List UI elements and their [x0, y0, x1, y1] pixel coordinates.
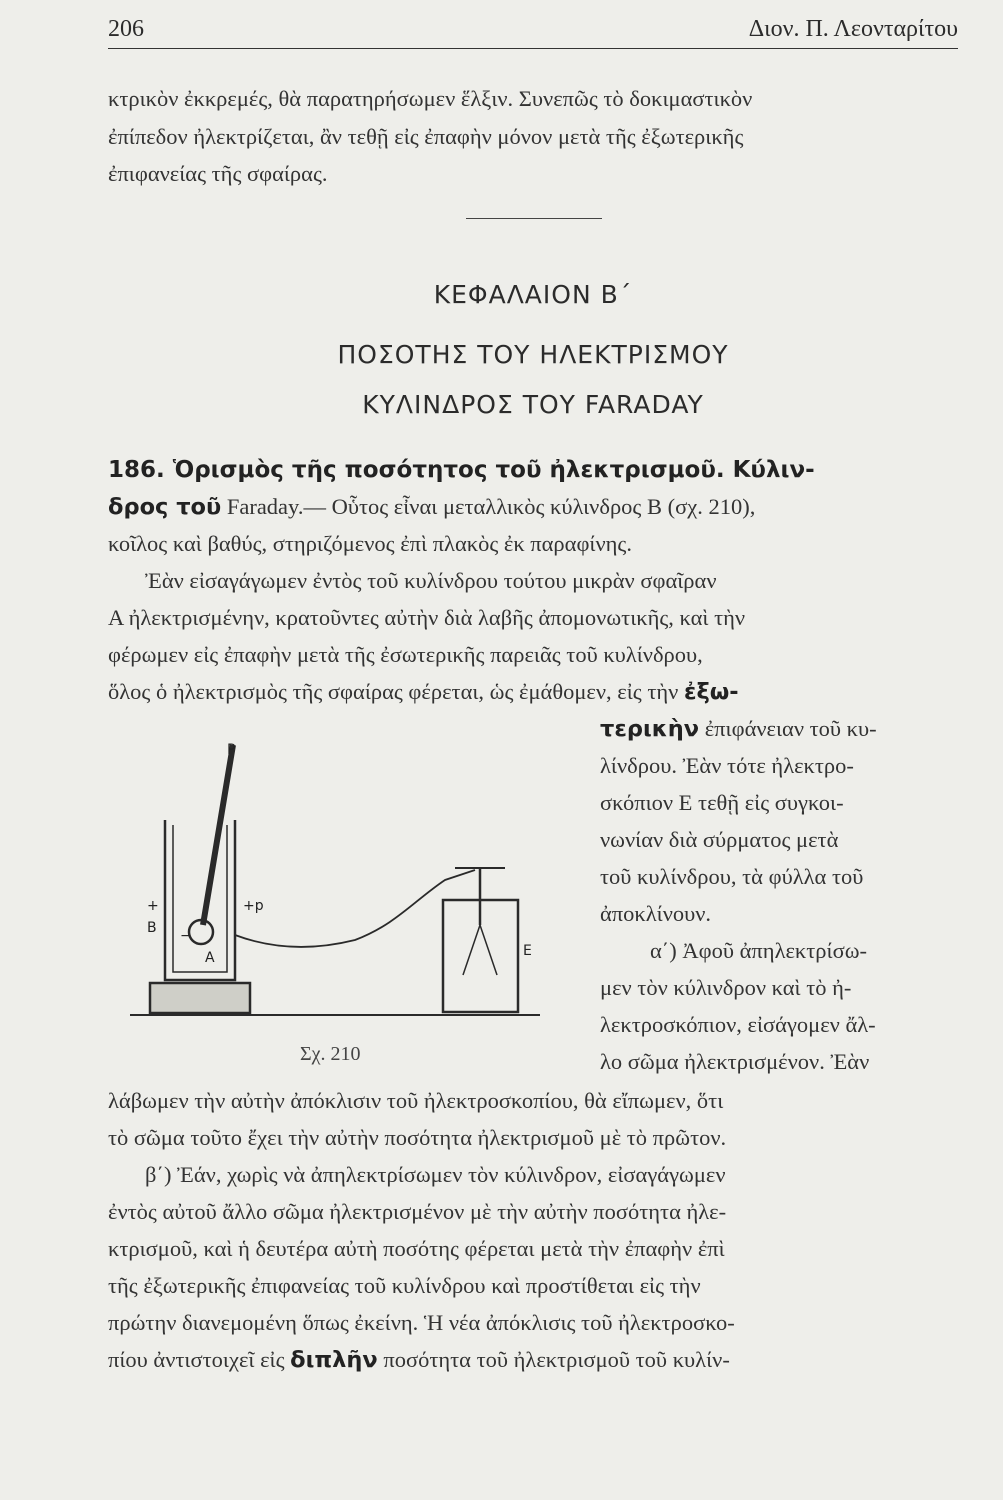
tail-line-3: β΄) Ἐάν, χωρὶς νὰ ἀπηλεκτρίσωμεν τὸν κύλινδρον, εἰσαγάγωμεν — [145, 1162, 726, 1187]
side-line-2: σκόπιον Ε τεθῇ εἰς συγκοι- — [600, 790, 844, 815]
chapter-label: ΚΕΦΑΛΑΙΟΝ Β΄ — [433, 280, 633, 309]
side-line-5: ἀποκλίνουν. — [600, 901, 712, 926]
section-heading-2 — [108, 492, 958, 522]
section-line-4: Ἐὰν εἰσαγάγωμεν ἐντὸς τοῦ κυλίνδρου τούτου μικρὰν σφαῖραν — [145, 568, 717, 593]
electroscope-leaf-right — [480, 925, 497, 975]
label-e: E — [523, 943, 532, 959]
intro-line-2: ἐπίπεδον ἠλεκτρίζεται, ἂν τεθῇ εἰς ἐπαφὴν μόνον μετὰ τῆς ἐξωτερικῆς — [108, 124, 744, 149]
label-minus: − — [180, 928, 192, 944]
side-para-a-2: μεν τὸν κύλινδρον καὶ τὸ ἠ- — [600, 975, 852, 1000]
chapter-title-2: ΚΥΛΙΝΔΡΟΣ ΤΟΥ FARADAY — [362, 390, 704, 419]
section-heading-1: 186. Ὁρισμὸς τῆς ποσότητος τοῦ ἠλεκτρισμοῦ. Κύλιν- — [108, 457, 815, 483]
insulating-handle — [203, 745, 233, 925]
last-line-bold: διπλῆν — [290, 1347, 378, 1373]
section-heading-2-rest: Faraday.— Οὗτος εἶναι μεταλλικὸς κύλινδρος Β (σχ. 210), — [221, 494, 756, 519]
section-line-3: κοῖλος καὶ βαθύς, στηριζόμενος ἐπὶ πλακὸς ἐκ παραφίνης. — [108, 531, 632, 556]
label-a: A — [205, 950, 215, 966]
intro-line-3: ἐπιφανείας τῆς σφαίρας. — [108, 161, 328, 186]
last-line — [108, 1345, 958, 1375]
tail-line-2: τὸ σῶμα τοῦτο ἔχει τὴν αὐτὴν ποσότητα ἠλεκτρισμοῦ μὲ τὸ πρῶτον. — [108, 1125, 727, 1150]
label-plus: + — [147, 898, 159, 914]
paraffin-base — [150, 983, 250, 1013]
figure-caption: Σχ. 210 — [300, 1043, 361, 1065]
last-line-after: ποσότητα τοῦ ἠλεκτρισμοῦ τοῦ κυλίν- — [377, 1347, 730, 1372]
section-line-7-bold: ἐξω- — [683, 679, 739, 705]
section-divider — [466, 218, 602, 219]
section-line-6: φέρωμεν εἰς ἐπαφὴν μετὰ τῆς ἐσωτερικῆς παρειᾶς τοῦ κυλίνδρου, — [108, 642, 703, 667]
chapter-title-1: ΠΟΣΟΤΗΣ ΤΟΥ ΗΛΕΚΤΡΙΣΜΟΥ — [337, 340, 729, 369]
side-para-a-4: λο σῶμα ἠλεκτρισμένον. Ἐὰν — [600, 1049, 870, 1074]
label-b: B — [147, 920, 157, 936]
side-para-a-3: λεκτροσκόπιον, εἰσάγομεν ἄλ- — [600, 1012, 876, 1037]
page-header — [108, 14, 958, 49]
tail-line-6: τῆς ἐξωτερικῆς ἐπιφανείας τοῦ κυλίνδρου καὶ προστίθεται εἰς τὴν — [108, 1273, 701, 1298]
side-line-first-rest: ἐπιφάνειαν τοῦ κυ- — [699, 716, 877, 741]
running-title: Διον. Π. Λεονταρίτου — [748, 16, 958, 42]
last-line-before: πίου ἀντιστοιχεῖ εἰς — [108, 1347, 291, 1372]
section-line-7 — [108, 677, 958, 707]
side-para-a-1: α΄) Ἀφοῦ ἀπηλεκτρίσω- — [650, 938, 868, 963]
side-line-first — [600, 714, 950, 744]
electroscope-leaf-left — [463, 925, 480, 975]
page-number: 206 — [108, 16, 144, 42]
tail-line-7: πρώτην διανεμομένη ὅπως ἐκείνη. Ἡ νέα ἀπόκλισις τοῦ ἠλεκτροσκο- — [108, 1310, 735, 1335]
label-plus-p: +p — [243, 898, 264, 914]
cylinder-b — [165, 820, 235, 980]
section-line-5: Α ἠλεκτρισμένην, κρατοῦντες αὐτὴν διὰ λαβῆς ἀπομονωτικῆς, καὶ τὴν — [108, 605, 746, 630]
tail-line-5: κτρισμοῦ, καὶ ἡ δευτέρα αὐτὴ ποσότης φέρεται μετὰ τὴν ἐπαφὴν ἐπὶ — [108, 1236, 725, 1261]
section-line-7-text: ὅλος ὁ ἠλεκτρισμὸς τῆς σφαίρας φέρεται, ὡς ἐμάθομεν, εἰς τὴν — [108, 679, 679, 704]
tail-line-4: ἐντὸς αὐτοῦ ἄλλο σῶμα ἠλεκτρισμένον μὲ τὴν αὐτὴν ποσότητα ἠλε- — [108, 1199, 727, 1224]
intro-line-1: κτρικὸν ἐκκρεμές, θὰ παρατηρήσωμεν ἕλξιν. Συνεπῶς τὸ δοκιμαστικὸν — [108, 86, 753, 111]
connecting-wire — [235, 870, 475, 947]
tail-line-1: λάβωμεν τὴν αὐτὴν ἀπόκλισιν τοῦ ἠλεκτροσκοπίου, θὰ εἴπωμεν, ὅτι — [108, 1088, 724, 1113]
side-line-1: λίνδρου. Ἐὰν τότε ἠλεκτρο- — [600, 753, 854, 778]
side-line-4: τοῦ κυλίνδρου, τὰ φύλλα τοῦ — [600, 864, 864, 889]
side-line-first-bold: τερικὴν — [600, 716, 700, 742]
faraday-cylinder-figure — [125, 740, 555, 1040]
side-line-3: νωνίαν διὰ σύρματος μετὰ — [600, 827, 839, 852]
section-heading-2-bold: δρος τοῦ — [108, 494, 222, 520]
label-p: P — [227, 742, 236, 758]
